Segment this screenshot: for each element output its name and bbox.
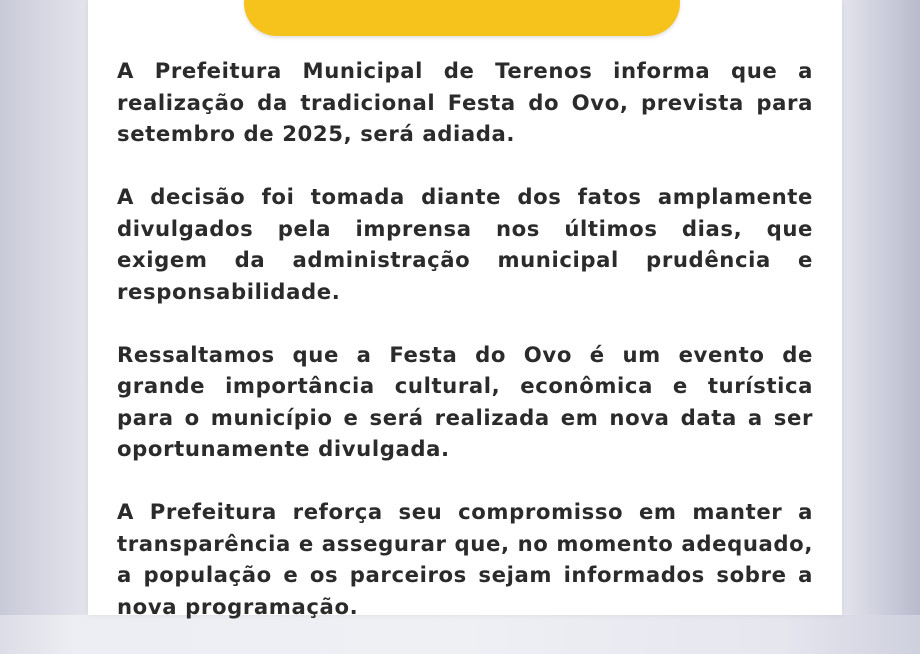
paragraph-importance: Ressaltamos que a Festa do Ovo é um evento de grande importância cultural, econômica e turística para o município e será realizada em nova data a ser oportunamente divulgada.: [117, 341, 813, 461]
notice-body: [117, 55, 813, 654]
paragraph-commitment: A Prefeitura reforça seu compromisso em manter a transparência e assegurar que, no momento adequado, a população e os parceiros sejam informados sobre a nova programação.: [117, 499, 813, 619]
paragraph-decision: A decisão foi tomada diante dos fatos amplamente divulgados pela imprensa nos últimos dias, que exigem da administração municipal prudência e responsabilidade.: [117, 184, 813, 304]
title-banner: [244, 0, 680, 36]
background-left: [0, 0, 88, 615]
paragraph-announcement: A Prefeitura Municipal de Terenos informa que a realização da tradicional Festa do Ovo, prevista para setembro de 2025, será adiada.: [117, 58, 813, 146]
background-right: [842, 0, 920, 615]
